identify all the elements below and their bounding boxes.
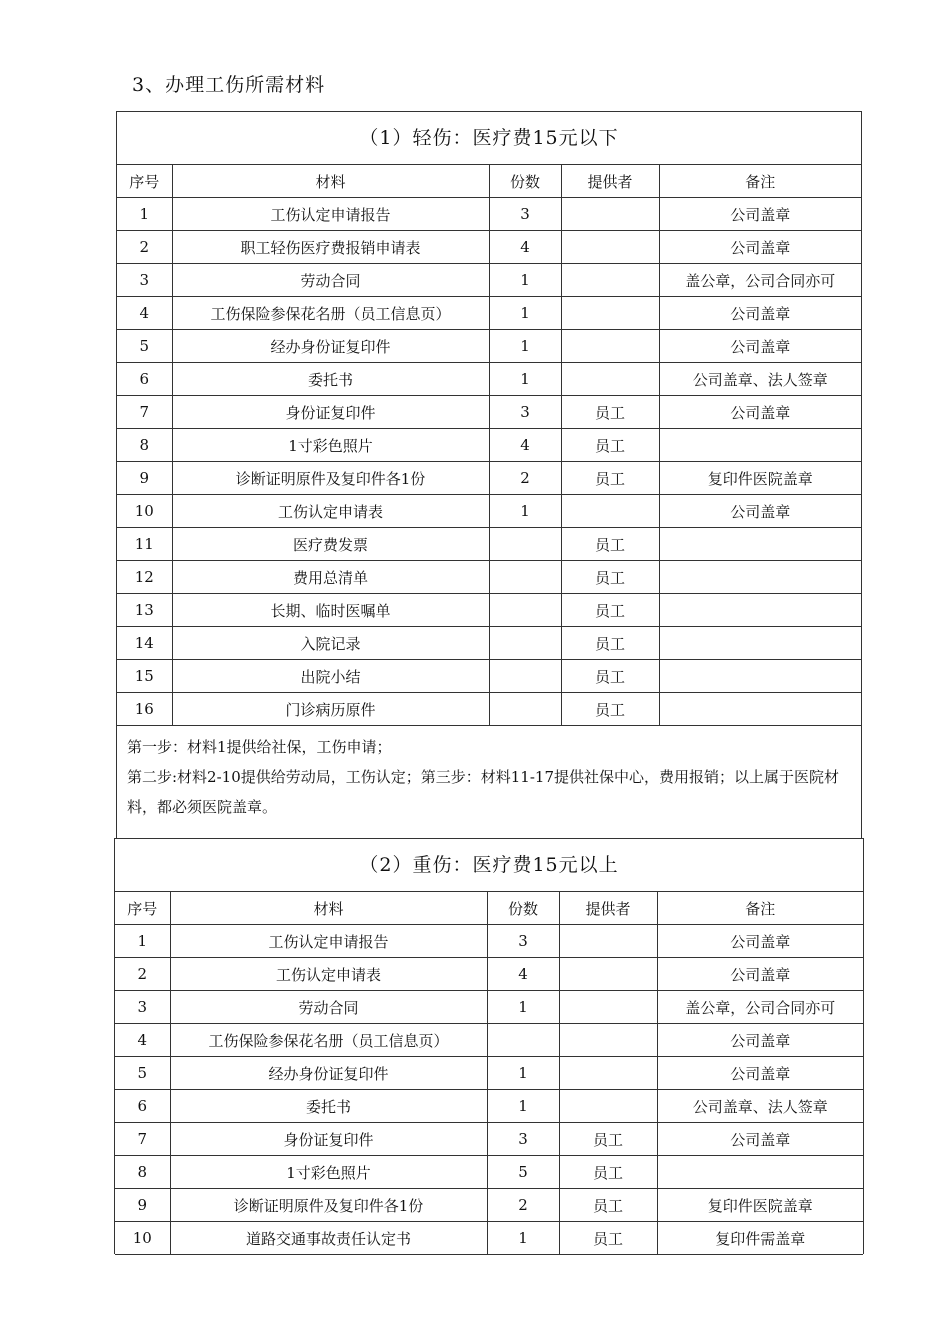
table-row bbox=[115, 958, 863, 991]
cell-copies: 4 bbox=[489, 231, 561, 264]
cell-remark: 公司盖章 bbox=[657, 1024, 863, 1057]
table-row bbox=[117, 297, 861, 330]
note-step-1: 第一步：材料1提供给社保，工伤申请； bbox=[127, 738, 392, 756]
cell-remark bbox=[659, 528, 861, 561]
cell-copies: 1 bbox=[489, 363, 561, 396]
cell-no: 16 bbox=[117, 693, 172, 726]
cell-remark: 公司盖章 bbox=[657, 958, 863, 991]
cell-remark: 公司盖章 bbox=[659, 198, 861, 231]
table-row bbox=[117, 462, 861, 495]
cell-material: 费用总清单 bbox=[172, 561, 489, 594]
cell-provider bbox=[559, 991, 657, 1024]
cell-provider: 员工 bbox=[561, 627, 659, 660]
cell-material: 劳动合同 bbox=[170, 991, 487, 1024]
cell-provider: 员工 bbox=[559, 1156, 657, 1189]
cell-material: 委托书 bbox=[170, 1090, 487, 1123]
column-header-copies: 份数 bbox=[487, 892, 559, 925]
cell-material: 工伤认定申请报告 bbox=[170, 925, 487, 958]
cell-copies: 1 bbox=[487, 1222, 559, 1255]
cell-provider bbox=[561, 330, 659, 363]
cell-copies bbox=[489, 561, 561, 594]
cell-no: 13 bbox=[117, 594, 172, 627]
cell-copies: 2 bbox=[489, 462, 561, 495]
cell-provider: 员工 bbox=[559, 1123, 657, 1156]
cell-remark: 盖公章，公司合同亦可 bbox=[659, 264, 861, 297]
cell-no: 10 bbox=[117, 495, 172, 528]
cell-remark bbox=[659, 429, 861, 462]
table-row bbox=[117, 396, 861, 429]
cell-material: 1寸彩色照片 bbox=[172, 429, 489, 462]
procedure-notes bbox=[117, 726, 861, 822]
cell-no: 11 bbox=[117, 528, 172, 561]
table-row bbox=[117, 627, 861, 660]
table-row bbox=[115, 1024, 863, 1057]
cell-material: 工伤保险参保花名册（员工信息页） bbox=[172, 297, 489, 330]
column-header-remark: 备注 bbox=[657, 892, 863, 925]
cell-provider bbox=[559, 1090, 657, 1123]
cell-remark: 公司盖章、法人签章 bbox=[659, 363, 861, 396]
cell-remark bbox=[659, 693, 861, 726]
cell-provider bbox=[559, 1057, 657, 1090]
cell-no: 6 bbox=[115, 1090, 170, 1123]
cell-copies: 1 bbox=[487, 1057, 559, 1090]
page-heading: 3、办理工伤所需材料 bbox=[132, 74, 326, 96]
cell-copies: 1 bbox=[489, 264, 561, 297]
cell-remark: 公司盖章 bbox=[659, 495, 861, 528]
cell-no: 8 bbox=[117, 429, 172, 462]
table-row bbox=[115, 991, 863, 1024]
column-header-no: 序号 bbox=[115, 892, 170, 925]
table-body bbox=[117, 198, 861, 726]
cell-remark: 复印件医院盖章 bbox=[657, 1189, 863, 1222]
table-row bbox=[115, 1156, 863, 1189]
cell-remark: 盖公章，公司合同亦可 bbox=[657, 991, 863, 1024]
cell-remark: 复印件需盖章 bbox=[657, 1222, 863, 1255]
cell-material: 诊断证明原件及复印件各1份 bbox=[170, 1189, 487, 1222]
column-header-material: 材料 bbox=[172, 165, 489, 198]
table-row bbox=[115, 1123, 863, 1156]
cell-no: 9 bbox=[115, 1189, 170, 1222]
table-row bbox=[117, 231, 861, 264]
cell-remark bbox=[659, 660, 861, 693]
cell-remark bbox=[657, 1156, 863, 1189]
cell-material: 入院记录 bbox=[172, 627, 489, 660]
section-title: （2）重伤：医疗费15元以上 bbox=[115, 839, 863, 892]
cell-provider: 员工 bbox=[559, 1189, 657, 1222]
cell-no: 2 bbox=[117, 231, 172, 264]
cell-copies bbox=[489, 693, 561, 726]
section-title: （1）轻伤：医疗费15元以下 bbox=[117, 112, 861, 165]
table-row bbox=[115, 1222, 863, 1255]
cell-material: 工伤保险参保花名册（员工信息页） bbox=[170, 1024, 487, 1057]
cell-provider bbox=[559, 1024, 657, 1057]
cell-no: 5 bbox=[117, 330, 172, 363]
column-header-copies: 份数 bbox=[489, 165, 561, 198]
table-body bbox=[115, 925, 863, 1255]
cell-provider bbox=[561, 495, 659, 528]
cell-provider: 员工 bbox=[561, 528, 659, 561]
table-row bbox=[117, 198, 861, 231]
cell-copies: 2 bbox=[487, 1189, 559, 1222]
cell-material: 诊断证明原件及复印件各1份 bbox=[172, 462, 489, 495]
table-row bbox=[117, 693, 861, 726]
cell-material: 经办身份证复印件 bbox=[170, 1057, 487, 1090]
cell-no: 4 bbox=[117, 297, 172, 330]
cell-copies bbox=[489, 660, 561, 693]
cell-provider bbox=[561, 297, 659, 330]
cell-material: 门诊病历原件 bbox=[172, 693, 489, 726]
cell-provider: 员工 bbox=[559, 1222, 657, 1255]
cell-remark: 公司盖章 bbox=[659, 297, 861, 330]
cell-remark: 公司盖章 bbox=[659, 231, 861, 264]
cell-material: 1寸彩色照片 bbox=[170, 1156, 487, 1189]
cell-material: 出院小结 bbox=[172, 660, 489, 693]
cell-provider bbox=[561, 264, 659, 297]
table-row bbox=[115, 1057, 863, 1090]
column-header-provider: 提供者 bbox=[559, 892, 657, 925]
cell-no: 6 bbox=[117, 363, 172, 396]
cell-copies bbox=[489, 528, 561, 561]
cell-copies: 3 bbox=[489, 198, 561, 231]
cell-copies: 1 bbox=[489, 297, 561, 330]
column-header-material: 材料 bbox=[170, 892, 487, 925]
minor-injury-section bbox=[116, 111, 862, 839]
cell-no: 15 bbox=[117, 660, 172, 693]
cell-provider: 员工 bbox=[561, 396, 659, 429]
cell-copies: 1 bbox=[489, 330, 561, 363]
cell-provider bbox=[561, 231, 659, 264]
cell-remark: 公司盖章、法人签章 bbox=[657, 1090, 863, 1123]
table-row bbox=[115, 1090, 863, 1123]
cell-remark: 公司盖章 bbox=[659, 396, 861, 429]
cell-no: 3 bbox=[117, 264, 172, 297]
cell-no: 2 bbox=[115, 958, 170, 991]
note-step-2-3: 第二步:材料2-10提供给劳动局，工伤认定；第三步：材料11-17提供社保中心，费用报销；以上属于医院材料，都必须医院盖章。 bbox=[127, 768, 839, 816]
cell-no: 14 bbox=[117, 627, 172, 660]
table-row bbox=[117, 363, 861, 396]
cell-provider: 员工 bbox=[561, 429, 659, 462]
cell-provider: 员工 bbox=[561, 594, 659, 627]
cell-provider bbox=[559, 925, 657, 958]
cell-copies: 4 bbox=[489, 429, 561, 462]
cell-copies bbox=[487, 1024, 559, 1057]
cell-provider bbox=[559, 958, 657, 991]
table-row bbox=[117, 561, 861, 594]
cell-copies: 5 bbox=[487, 1156, 559, 1189]
cell-material: 工伤认定申请报告 bbox=[172, 198, 489, 231]
cell-copies: 3 bbox=[487, 1123, 559, 1156]
cell-no: 7 bbox=[117, 396, 172, 429]
cell-no: 8 bbox=[115, 1156, 170, 1189]
table-header-row bbox=[117, 165, 861, 198]
cell-no: 3 bbox=[115, 991, 170, 1024]
table-row bbox=[117, 528, 861, 561]
cell-remark bbox=[659, 561, 861, 594]
table-header-row bbox=[115, 892, 863, 925]
cell-material: 工伤认定申请表 bbox=[172, 495, 489, 528]
table-row bbox=[117, 429, 861, 462]
cell-remark: 公司盖章 bbox=[657, 1123, 863, 1156]
cell-remark: 公司盖章 bbox=[659, 330, 861, 363]
cell-provider: 员工 bbox=[561, 561, 659, 594]
column-header-remark: 备注 bbox=[659, 165, 861, 198]
cell-remark bbox=[659, 594, 861, 627]
cell-material: 职工轻伤医疗费报销申请表 bbox=[172, 231, 489, 264]
cell-no: 9 bbox=[117, 462, 172, 495]
cell-material: 劳动合同 bbox=[172, 264, 489, 297]
table-row bbox=[117, 495, 861, 528]
table-row bbox=[117, 330, 861, 363]
cell-copies: 4 bbox=[487, 958, 559, 991]
table-row bbox=[117, 660, 861, 693]
table-row bbox=[117, 264, 861, 297]
cell-provider: 员工 bbox=[561, 660, 659, 693]
cell-copies: 3 bbox=[487, 925, 559, 958]
cell-no: 1 bbox=[117, 198, 172, 231]
table-row bbox=[117, 594, 861, 627]
cell-copies: 1 bbox=[487, 1090, 559, 1123]
column-header-no: 序号 bbox=[117, 165, 172, 198]
cell-provider bbox=[561, 198, 659, 231]
table-row bbox=[115, 1189, 863, 1222]
cell-material: 工伤认定申请表 bbox=[170, 958, 487, 991]
cell-no: 10 bbox=[115, 1222, 170, 1255]
cell-copies: 1 bbox=[487, 991, 559, 1024]
cell-remark: 复印件医院盖章 bbox=[659, 462, 861, 495]
cell-no: 4 bbox=[115, 1024, 170, 1057]
cell-provider: 员工 bbox=[561, 462, 659, 495]
cell-material: 身份证复印件 bbox=[172, 396, 489, 429]
cell-remark bbox=[659, 627, 861, 660]
serious-injury-section bbox=[114, 838, 864, 1254]
cell-copies: 1 bbox=[489, 495, 561, 528]
cell-material: 身份证复印件 bbox=[170, 1123, 487, 1156]
column-header-provider: 提供者 bbox=[561, 165, 659, 198]
cell-copies bbox=[489, 627, 561, 660]
cell-copies: 3 bbox=[489, 396, 561, 429]
cell-material: 医疗费发票 bbox=[172, 528, 489, 561]
cell-no: 5 bbox=[115, 1057, 170, 1090]
cell-no: 7 bbox=[115, 1123, 170, 1156]
cell-no: 1 bbox=[115, 925, 170, 958]
materials-table bbox=[115, 892, 863, 1255]
cell-material: 长期、临时医嘱单 bbox=[172, 594, 489, 627]
cell-material: 委托书 bbox=[172, 363, 489, 396]
cell-provider: 员工 bbox=[561, 693, 659, 726]
cell-material: 道路交通事故责任认定书 bbox=[170, 1222, 487, 1255]
table-row bbox=[115, 925, 863, 958]
cell-material: 经办身份证复印件 bbox=[172, 330, 489, 363]
cell-remark: 公司盖章 bbox=[657, 925, 863, 958]
cell-copies bbox=[489, 594, 561, 627]
cell-remark: 公司盖章 bbox=[657, 1057, 863, 1090]
materials-table bbox=[117, 165, 861, 726]
cell-provider bbox=[561, 363, 659, 396]
cell-no: 12 bbox=[117, 561, 172, 594]
